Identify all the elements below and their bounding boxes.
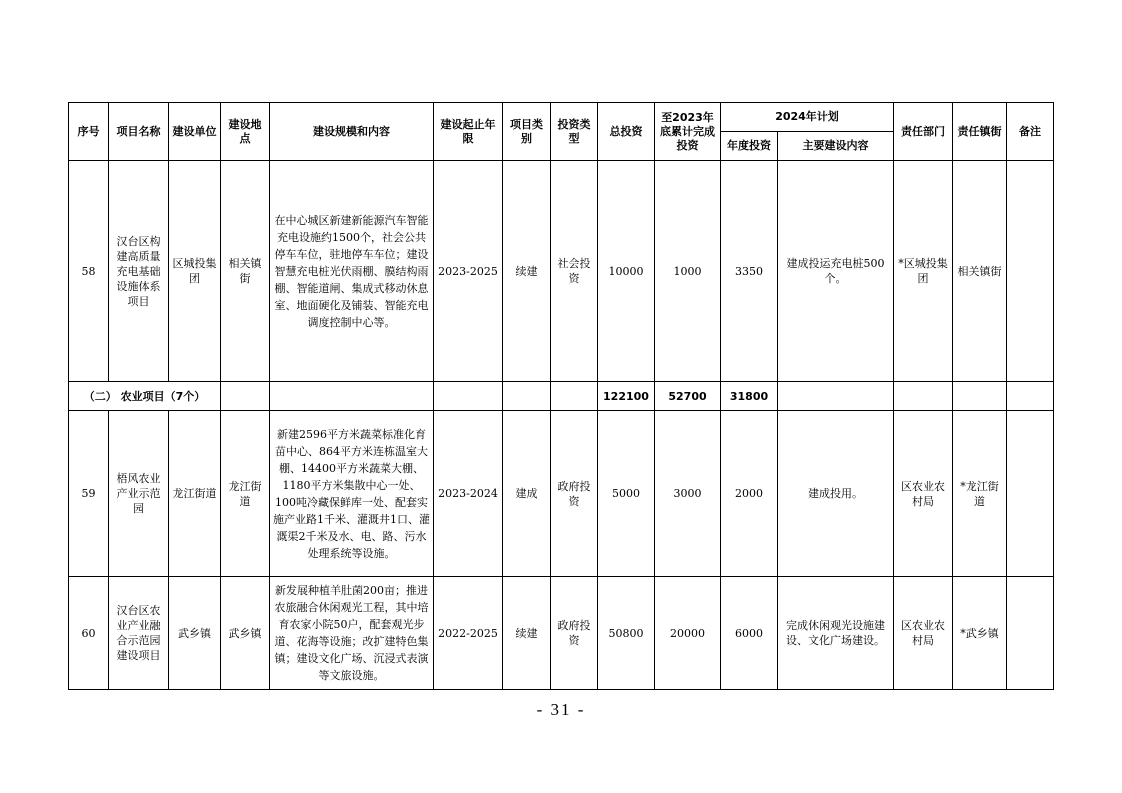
cell-annual: 2000 — [721, 411, 778, 577]
cell-invest-type: 社会投资 — [551, 161, 598, 382]
cell-period: 2022-2025 — [434, 577, 503, 690]
cell-dept: 区农业农村局 — [894, 577, 953, 690]
cell-dept: 区农业农村局 — [894, 411, 953, 577]
header-plan-2024: 2024年计划 — [721, 103, 894, 132]
cell-location: 相关镇街 — [221, 161, 270, 382]
cell-total: 50800 — [598, 577, 655, 690]
section-cumulative: 52700 — [655, 382, 721, 411]
cell-unit: 区城投集团 — [169, 161, 221, 382]
cell-unit: 武乡镇 — [169, 577, 221, 690]
cell-remarks — [1007, 411, 1054, 577]
cell-seq: 60 — [69, 577, 109, 690]
cell-scope: 在中心城区新建新能源汽车智能充电设施约1500个，社会公共停车车位，驻地停车车位；建设智慧充电桩光伏雨棚、膜结构雨棚、智能道闸、集成式移动休息室、地面硬化及铺装、智能充电调度控制中心等。 — [270, 161, 434, 382]
page-number: - 31 - — [536, 700, 586, 719]
cell-name: 汉台区构建高质量充电基础设施体系项目 — [109, 161, 169, 382]
section-label: （二） 农业项目（7个） — [69, 382, 221, 411]
cell-seq: 59 — [69, 411, 109, 577]
cell-category: 建成 — [503, 411, 551, 577]
cell-period: 2023-2024 — [434, 411, 503, 577]
header-invest-type: 投资类型 — [551, 103, 598, 161]
cell-remarks — [1007, 161, 1054, 382]
cell-main-content: 建成投用。 — [778, 411, 894, 577]
cell-annual: 3350 — [721, 161, 778, 382]
project-plan-table — [68, 102, 1054, 690]
header-main-content: 主要建设内容 — [778, 132, 894, 161]
header-total: 总投资 — [598, 103, 655, 161]
cell-location: 龙江街道 — [221, 411, 270, 577]
header-seq: 序号 — [69, 103, 109, 161]
cell-town: 相关镇街 — [953, 161, 1007, 382]
cell-town: *武乡镇 — [953, 577, 1007, 690]
header-dept: 责任部门 — [894, 103, 953, 161]
cell-invest-type: 政府投资 — [551, 411, 598, 577]
cell-name: 汉台区农业产业融合示范园建设项目 — [109, 577, 169, 690]
cell-remarks — [1007, 577, 1054, 690]
cell-category: 续建 — [503, 577, 551, 690]
section-total: 122100 — [598, 382, 655, 411]
cell-scope: 新建2596平方米蔬菜标准化育苗中心、864平方米连栋温室大棚、14400平方米蔬菜大棚、1180平方米集散中心一处、100吨冷藏保鲜库一处、配套实施产业路1千米、灌溉井1口、灌溉渠2千米及水、电、路、污水处理系统等设施。 — [270, 411, 434, 577]
cell-total: 5000 — [598, 411, 655, 577]
header-town: 责任镇街 — [953, 103, 1007, 161]
table-row — [69, 161, 1054, 382]
cell-cumulative: 20000 — [655, 577, 721, 690]
cell-scope: 新发展种植羊肚菌200亩；推进农旅融合休闲观光工程，其中培育农家小院50户，配套观光步道、花海等设施；改扩建特色集镇；建设文化广场、沉浸式表演等文旅设施。 — [270, 577, 434, 690]
header-annual: 年度投资 — [721, 132, 778, 161]
header-category: 项目类别 — [503, 103, 551, 161]
cell-annual: 6000 — [721, 577, 778, 690]
header-name: 项目名称 — [109, 103, 169, 161]
header-scope: 建设规模和内容 — [270, 103, 434, 161]
table-row — [69, 411, 1054, 577]
header-unit: 建设单位 — [169, 103, 221, 161]
cell-period: 2023-2025 — [434, 161, 503, 382]
cell-town: *龙江街道 — [953, 411, 1007, 577]
cell-seq: 58 — [69, 161, 109, 382]
header-period: 建设起止年限 — [434, 103, 503, 161]
cell-location: 武乡镇 — [221, 577, 270, 690]
cell-name: 梧风农业产业示范园 — [109, 411, 169, 577]
cell-main-content: 完成休闲观光设施建设、文化广场建设。 — [778, 577, 894, 690]
cell-cumulative: 3000 — [655, 411, 721, 577]
cell-unit: 龙江街道 — [169, 411, 221, 577]
cell-invest-type: 政府投资 — [551, 577, 598, 690]
header-remarks: 备注 — [1007, 103, 1054, 161]
cell-main-content: 建成投运充电桩500个。 — [778, 161, 894, 382]
section-annual: 31800 — [721, 382, 778, 411]
table-row — [69, 577, 1054, 690]
header-cumulative: 至2023年底累计完成投资 — [655, 103, 721, 161]
cell-dept: *区城投集团 — [894, 161, 953, 382]
section-row — [69, 382, 1054, 411]
cell-cumulative: 1000 — [655, 161, 721, 382]
cell-total: 10000 — [598, 161, 655, 382]
cell-category: 续建 — [503, 161, 551, 382]
header-location: 建设地点 — [221, 103, 270, 161]
